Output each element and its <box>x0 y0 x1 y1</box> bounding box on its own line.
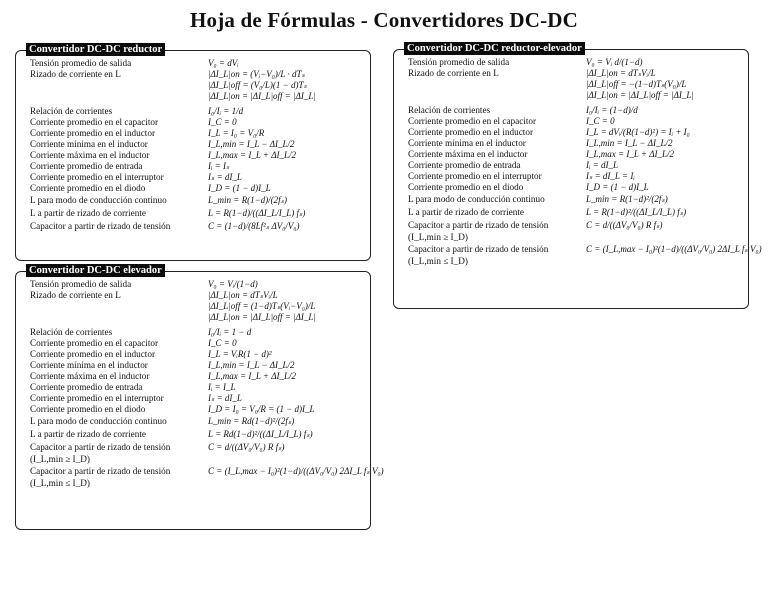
formula-expression: V₀ = Vᵢ/(1−d) <box>208 279 258 289</box>
formula-row <box>30 194 362 207</box>
formula-row <box>30 80 362 91</box>
formula-row <box>30 220 362 233</box>
formula-row <box>408 90 740 101</box>
formula-label: (I_L,min ≤ I_D) <box>408 256 468 266</box>
formula-expression: C = (I_L,max − I₀)²(1−d)/((ΔV₀/V₀) 2ΔI_L fₛ V₀) <box>586 244 762 254</box>
formula-label: Corriente promedio en el interruptor <box>30 172 164 182</box>
formula-label: Corriente máxima en el inductor <box>30 371 150 381</box>
formula-expression: I_L,max = I_L + ΔI_L/2 <box>586 149 675 159</box>
formula-expression: I_D = (1 − d)I_L <box>208 183 271 193</box>
formula-expression: Iᵢ = I_L <box>208 382 236 392</box>
formula-label: Rizado de corriente en L <box>30 69 121 79</box>
formula-row <box>408 206 740 219</box>
formula-label: Corriente máxima en el inductor <box>408 149 528 159</box>
formula-label: Corriente promedio en el inductor <box>408 127 534 137</box>
formula-label: (I_L,min ≤ I_D) <box>30 478 90 488</box>
formula-expression: C = (1−d)/(8Lf²ₛ ΔV₀/V₀) <box>208 221 300 231</box>
formula-row <box>408 68 740 79</box>
formula-expression: I_L = dVᵢ/(R(1−d)²) = Iᵢ + I₀ <box>586 127 690 137</box>
formula-row <box>408 105 740 116</box>
formula-label: Corriente promedio en el interruptor <box>30 393 164 403</box>
formula-expression: C = d/((ΔV₀/V₀) R fₛ) <box>586 220 663 230</box>
formula-label: Corriente mínima en el inductor <box>30 139 148 149</box>
formula-label: Corriente promedio en el diodo <box>408 182 524 192</box>
formula-row <box>30 360 362 371</box>
formula-label: Relación de corrientes <box>30 327 113 337</box>
formula-row <box>30 58 362 69</box>
boost-converter-box <box>15 265 384 530</box>
boost-heading: Convertidor DC-DC elevador <box>26 264 165 277</box>
formula-label: L para modo de conducción continuo <box>30 195 167 205</box>
buckboost-converter-box <box>393 43 762 309</box>
formula-expression: |ΔI_L|off = (1−d)Tₛ(Vᵢ−V₀)/L <box>208 301 316 311</box>
formula-expression: I_L,min = I_L − ΔI_L/2 <box>208 360 295 370</box>
formula-row <box>408 182 740 193</box>
formula-expression: I_L,min = I_L − ΔI_L/2 <box>586 138 673 148</box>
formula-label: Capacitor a partir de rizado de tensión <box>408 244 549 254</box>
formula-label: Corriente promedio de entrada <box>30 161 143 171</box>
formula-expression: I₀/Iᵢ = 1/d <box>208 106 244 116</box>
formula-row <box>408 193 740 206</box>
formula-expression: |ΔI_L|on = |ΔI_L|off = |ΔI_L| <box>208 91 316 101</box>
formula-label: L a partir de rizado de corriente <box>30 429 146 439</box>
formula-row <box>30 415 362 428</box>
formula-label: Relación de corrientes <box>30 106 113 116</box>
formula-row <box>30 161 362 172</box>
formula-row <box>30 301 362 312</box>
formula-label: Corriente promedio en el diodo <box>30 404 146 414</box>
formula-row <box>30 404 362 415</box>
formula-expression: C = d/((ΔV₀/V₀) R fₛ) <box>208 442 285 452</box>
formula-row <box>30 150 362 161</box>
formula-row <box>30 454 362 465</box>
formula-expression: I_L = I₀ = V₀/R <box>208 128 265 138</box>
formula-label: Relación de corrientes <box>408 105 491 115</box>
buck-formula-list <box>30 58 362 233</box>
formula-row <box>30 91 362 102</box>
formula-label: L a partir de rizado de corriente <box>408 207 524 217</box>
formula-row <box>30 371 362 382</box>
formula-label: Capacitor a partir de rizado de tensión <box>408 220 549 230</box>
formula-expression: Iₛ = dI_L = Iᵢ <box>586 171 635 181</box>
formula-row <box>408 219 740 232</box>
formula-label: Tensión promedio de salida <box>30 279 132 289</box>
formula-row <box>30 183 362 194</box>
formula-expression: V₀ = dVᵢ <box>208 58 239 68</box>
page-title: Hoja de Fórmulas - Convertidores DC-DC <box>189 8 579 32</box>
formula-expression: I_D = (1 − d)I_L <box>586 182 649 192</box>
formula-expression: I_C = 0 <box>586 116 615 126</box>
formula-expression: |ΔI_L|on = |ΔI_L|off = |ΔI_L| <box>586 90 694 100</box>
formula-row <box>408 232 740 243</box>
formula-label: Corriente máxima en el inductor <box>30 150 150 160</box>
formula-row <box>30 478 362 489</box>
formula-expression: L_min = R(1−d)/(2fₛ) <box>208 195 287 205</box>
formula-label: Rizado de corriente en L <box>408 68 499 78</box>
formula-label: Corriente promedio en el diodo <box>30 183 146 193</box>
formula-expression: L = R(1−d)²/((ΔI_L/I_L) fₛ) <box>586 207 687 217</box>
formula-row <box>408 138 740 149</box>
formula-row <box>408 116 740 127</box>
formula-expression: L_min = Rd(1−d)²/(2fₛ) <box>208 416 295 426</box>
formula-expression: V₀ = Vᵢ d/(1−d) <box>586 57 643 67</box>
formula-label: L para modo de conducción continuo <box>30 416 167 426</box>
formula-row <box>408 149 740 160</box>
formula-row <box>30 207 362 220</box>
formula-expression: I_C = 0 <box>208 117 237 127</box>
formula-label: Corriente promedio de entrada <box>408 160 521 170</box>
formula-row <box>30 312 362 323</box>
formula-row <box>30 327 362 338</box>
formula-row <box>408 160 740 171</box>
formula-row <box>408 57 740 68</box>
formula-label: Rizado de corriente en L <box>30 290 121 300</box>
formula-row <box>30 428 362 441</box>
formula-expression: |ΔI_L|on = (Vᵢ−V₀)/L · dTₛ <box>208 69 305 79</box>
formula-expression: Iₛ = dI_L <box>208 172 242 182</box>
formula-label: Corriente mínima en el inductor <box>408 138 526 148</box>
formula-label: Corriente promedio en el capacitor <box>408 116 537 126</box>
boost-formula-list <box>30 279 384 489</box>
formula-row <box>408 79 740 90</box>
formula-expression: L_min = R(1−d)²/(2fₛ) <box>586 194 668 204</box>
formula-label: Corriente promedio en el interruptor <box>408 171 542 181</box>
formula-row <box>30 69 362 80</box>
formula-expression: L = Rd(1−d)²/((ΔI_L/I_L) fₛ) <box>208 429 313 439</box>
formula-label: Corriente promedio en el capacitor <box>30 338 159 348</box>
buck-converter-box <box>15 44 371 261</box>
formula-row <box>408 243 762 256</box>
formula-expression: Iᵢ = dI_L <box>586 160 618 170</box>
formula-label: Corriente promedio de entrada <box>30 382 143 392</box>
formula-label: Corriente promedio en el inductor <box>30 128 156 138</box>
formula-row <box>30 106 362 117</box>
formula-row <box>30 441 362 454</box>
formula-label: (I_L,min ≥ I_D) <box>408 232 468 242</box>
formula-row <box>408 127 740 138</box>
formula-row <box>30 139 362 150</box>
formula-row <box>30 393 362 404</box>
formula-expression: I_L = VᵢR(1 − d)² <box>208 349 272 359</box>
formula-expression: I_C = 0 <box>208 338 237 348</box>
buckboost-heading: Convertidor DC-DC reductor-elevador <box>404 42 585 55</box>
formula-row <box>30 172 362 183</box>
formula-label: Tensión promedio de salida <box>30 58 132 68</box>
formula-row <box>30 382 362 393</box>
formula-label: Corriente promedio en el capacitor <box>30 117 159 127</box>
formula-label: Capacitor a partir de rizado de tensión <box>30 442 171 452</box>
formula-label: Capacitor a partir de rizado de tensión <box>30 221 171 231</box>
formula-expression: |ΔI_L|off = (V₀/L)(1 − d)Tₛ <box>208 80 307 90</box>
formula-expression: I₀/Iᵢ = (1−d)/d <box>586 105 638 115</box>
formula-expression: I_L,max = I_L + ΔI_L/2 <box>208 150 297 160</box>
formula-expression: I_D = I₀ = V₀/R = (1 − d)I_L <box>208 404 315 414</box>
formula-expression: |ΔI_L|on = dTₛVᵢ/L <box>586 68 656 78</box>
formula-expression: |ΔI_L|on = dTₛVᵢ/L <box>208 290 278 300</box>
formula-label: L para modo de conducción continuo <box>408 194 545 204</box>
formula-label: L a partir de rizado de corriente <box>30 208 146 218</box>
buckboost-formula-list <box>408 57 762 267</box>
formula-row <box>408 256 740 267</box>
formula-expression: |ΔI_L|on = |ΔI_L|off = |ΔI_L| <box>208 312 316 322</box>
formula-row <box>30 465 384 478</box>
formula-row <box>408 171 740 182</box>
formula-expression: I_L,max = I_L + ΔI_L/2 <box>208 371 297 381</box>
formula-label: Capacitor a partir de rizado de tensión <box>30 466 171 476</box>
formula-expression: |ΔI_L|off = −(1−d)Tₛ(V₀)/L <box>586 79 687 89</box>
formula-expression: I_L,min = I_L − ΔI_L/2 <box>208 139 295 149</box>
formula-label: Corriente mínima en el inductor <box>30 360 148 370</box>
formula-row <box>30 128 362 139</box>
formula-row <box>30 290 362 301</box>
formula-row <box>30 117 362 128</box>
formula-label: Tensión promedio de salida <box>408 57 510 67</box>
formula-expression: L = R(1−d)/((ΔI_L/I_L) fₛ) <box>208 208 306 218</box>
formula-expression: Iₛ = dI_L <box>208 393 242 403</box>
formula-expression: I₀/Iᵢ = 1 − d <box>208 327 252 337</box>
formula-expression: C = (I_L,max − I₀)²(1−d)/((ΔV₀/V₀) 2ΔI_L fₛ V₀) <box>208 466 384 476</box>
formula-label: Corriente promedio en el inductor <box>30 349 156 359</box>
formula-label: (I_L,min ≥ I_D) <box>30 454 90 464</box>
formula-row <box>30 349 362 360</box>
formula-row <box>30 338 362 349</box>
formula-expression: Iᵢ = Iₛ <box>208 161 230 171</box>
buck-heading: Convertidor DC-DC reductor <box>26 43 165 56</box>
formula-row <box>30 279 362 290</box>
